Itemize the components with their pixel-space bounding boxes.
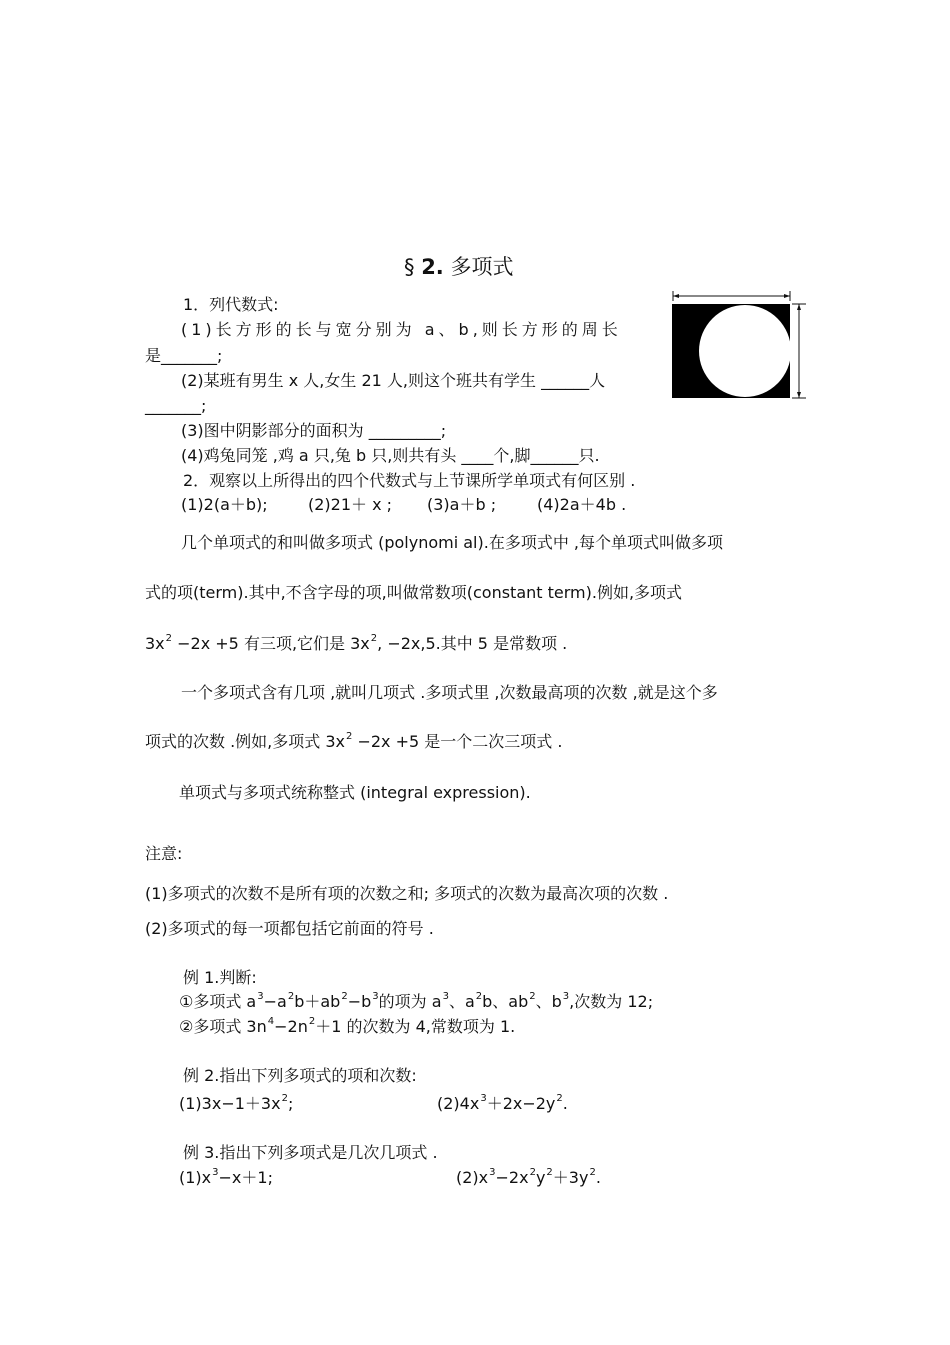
section2-heading: 2．观察以上所得出的四个代数式与上节课所学单项式有何区别 . [183, 471, 636, 490]
question-2-line1: (2)某班有男生 x 人,女生 21 人,则这个班共有学生 ______人 [181, 371, 606, 390]
example3-item-2: $(2)x^3-2x^2y^2+3y^2$. [456, 1167, 601, 1187]
expression-3: (3)a＋b ; [427, 495, 497, 514]
expression-2: (2)21＋ x ; [308, 495, 393, 514]
example3-title: 例 3.指出下列多项式是几次几项式 . [183, 1143, 438, 1162]
example2-title: 例 2.指出下列多项式的项和次数: [183, 1066, 417, 1085]
definition-term: 式的项(term).其中,不含字母的项,叫做常数项(constant term).例如,多项式 [145, 583, 683, 602]
expression-1: (1)2(a＋b); [181, 495, 268, 514]
section1-heading: 1．列代数式: [183, 295, 279, 314]
question-1-line1: (1)长方形的长与宽分别为 a、b,则长方形的周长 [181, 320, 622, 339]
example2-item-1: $(1)3x-1+3x^2$; [179, 1093, 294, 1113]
example1-title: 例 1.判断: [183, 968, 257, 987]
shaded-area-figure [668, 285, 808, 403]
example2-item-2: $(2)4x^3+2x-2y^2$. [437, 1093, 568, 1113]
shaded-square-with-circle-diagram-icon [668, 285, 808, 403]
expression-4: (4)2a＋4b . [537, 495, 627, 514]
question-4: (4)鸡兔同笼 ,鸡 a 只,兔 b 只,则共有头 ____个,脚______只. [181, 446, 600, 465]
definition-integral-expression: 单项式与多项式统称整式 (integral expression). [179, 783, 531, 802]
definition-example: $3x^2 -2x +5$ 有三项,它们是 $3x^2$, −2x,5.其中 5 是常数项 . [145, 633, 568, 653]
notes-heading: 注意: [145, 844, 183, 863]
example3-item-1: $(1)x^3-x+1$; [179, 1167, 273, 1187]
page-title [404, 254, 513, 280]
section-title-text: 多项式 [450, 255, 514, 279]
definition-degree-example: 项式的次数 .例如,多项式 $3x^2 -2x +5$ 是一个二次三项式 . [145, 731, 563, 751]
definition-polynomial: 几个单项式的和叫做多项式 (polynomi al).在多项式中 ,每个单项式叫做多项 [181, 533, 723, 552]
section-symbol: § [404, 255, 415, 279]
question-2-line2: _______; [145, 396, 207, 415]
question-1-line2: 是_______; [145, 346, 223, 365]
note-2: (2)多项式的每一项都包括它前面的符号 . [145, 919, 434, 938]
section-number: 2. [421, 255, 444, 279]
definition-degree: 一个多项式含有几项 ,就叫几项式 .多项式里 ,次数最高项的次数 ,就是这个多 [181, 683, 718, 702]
example1-statement-2: ②多项式 $3n^4-2n^2+1$ 的次数为 4,常数项为 1. [179, 1016, 516, 1036]
question-3: (3)图中阴影部分的面积为 _________; [181, 421, 447, 440]
note-1: (1)多项式的次数不是所有项的次数之和; 多项式的次数为最高次项的次数 . [145, 884, 669, 903]
example1-statement-1: ①多项式 $a^3-a^2b+ab^2-b^3$的项为 $a^3$、$a^2b$、$ab^2$、$b^3$,次数为 12; [179, 991, 654, 1011]
